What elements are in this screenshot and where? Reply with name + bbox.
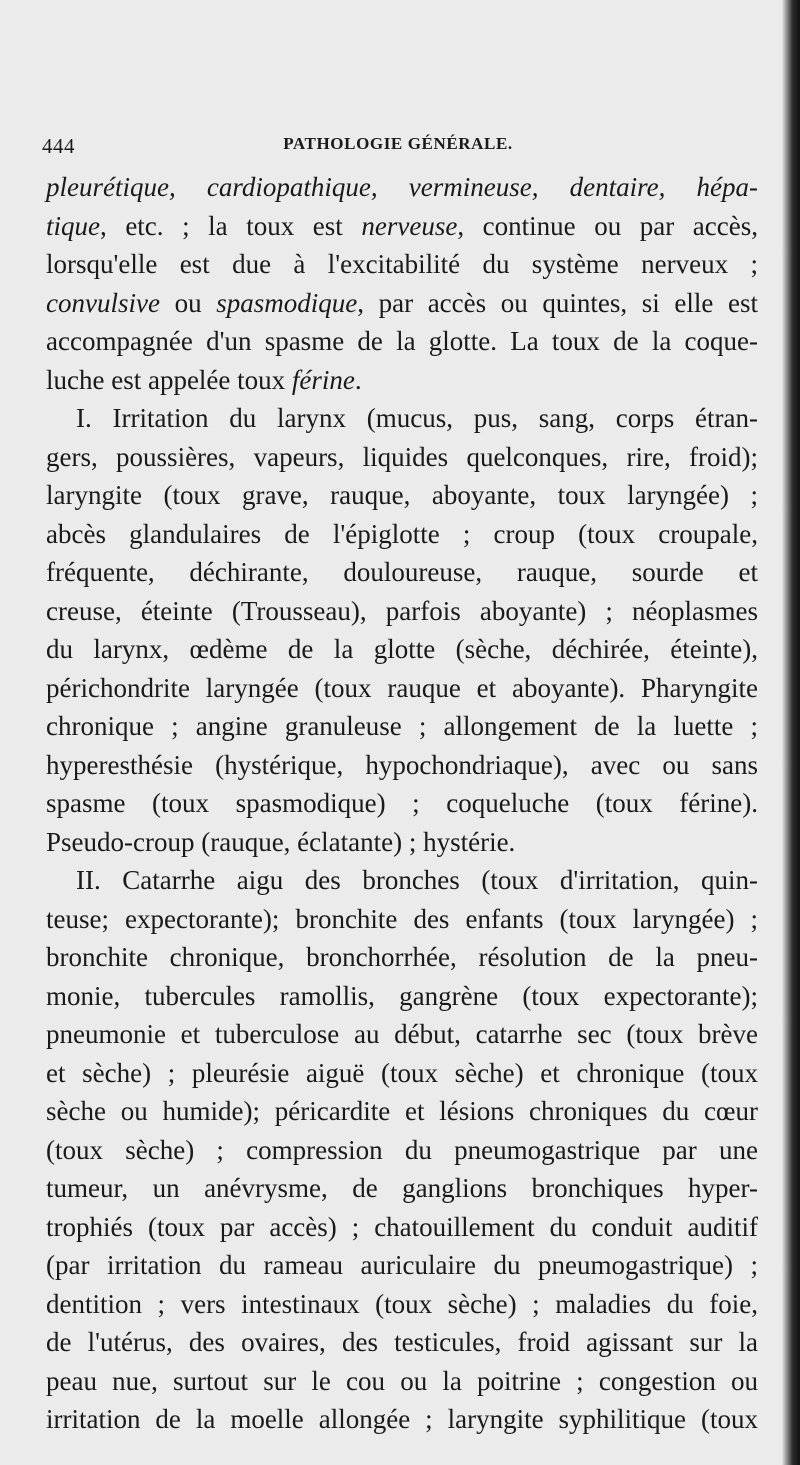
text-line: (toux sèche) ; compression du pneumogastrique par une: [46, 1134, 758, 1165]
text-line: de l'utérus, des ovaires, des testicules, froid agissant sur la: [46, 1327, 758, 1357]
page-number: 444: [42, 134, 75, 158]
text-line: irritation de la moelle allongée ; laryngite syphilitique (toux: [46, 1404, 758, 1434]
text-line: luche est appelée toux férine.: [46, 364, 362, 395]
text-line: trophiés (toux par accès) ; chatouillement du conduit auditif: [46, 1211, 758, 1242]
text-line: hyperesthésie (hystérique, hypochondriaque), avec ou sans: [46, 749, 758, 780]
text-line: Pseudo-croup (rauque, éclatante) ; hystérie.: [46, 826, 516, 857]
text-line: chronique ; angine granuleuse ; allongement de la luette ;: [46, 711, 758, 741]
text-line: (par irritation du rameau auriculaire du pneumogastrique) ;: [46, 1250, 758, 1280]
body-text: [46, 168, 758, 1439]
text-line: du larynx, œdème de la glotte (sèche, déchirée, éteinte),: [46, 634, 758, 664]
text-line: tique, etc. ; la toux est nerveuse, continue ou par accès,: [46, 210, 758, 241]
text-line: lorsqu'elle est due à l'excitabilité du système nerveux ;: [46, 249, 758, 279]
text-line: abcès glandulaires de l'épiglotte ; croup (toux croupale,: [46, 518, 758, 549]
running-title: PATHOLOGIE GÉNÉRALE.: [283, 134, 513, 153]
text-line: sèche ou humide); péricardite et lésions chroniques du cœur: [46, 1096, 758, 1126]
text-line: peau nue, surtout sur le cou ou la poitrine ; congestion ou: [46, 1365, 758, 1396]
text-line: teuse; expectorante); bronchite des enfants (toux laryngée) ;: [46, 903, 758, 934]
section-heading-line: I. Irritation du larynx (mucus, pus, sang, corps étran-: [76, 403, 758, 433]
text-line: convulsive ou spasmodique, par accès ou quintes, si elle est: [46, 287, 759, 318]
text-line: tumeur, un anévrysme, de ganglions bronchiques hyper-: [46, 1173, 758, 1203]
text-line: creuse, éteinte (Trousseau), parfois aboyante) ; néoplasmes: [46, 595, 758, 626]
text-line: laryngite (toux grave, rauque, aboyante, toux laryngée) ;: [46, 480, 758, 510]
text-line: monie, tubercules ramollis, gangrène (toux expectorante);: [46, 980, 758, 1011]
page-header: [42, 134, 754, 164]
text-line: pneumonie et tuberculose au début, catarrhe sec (toux brève: [46, 1019, 758, 1049]
text-line: périchondrite laryngée (toux rauque et aboyante). Pharyngite: [46, 672, 758, 703]
text-line: dentition ; vers intestinaux (toux sèche) ; maladies du foie,: [46, 1288, 758, 1319]
text-line: pleurétique, cardiopathique, vermineuse, dentaire, hépa-: [46, 172, 758, 202]
text-line: accompagnée d'un spasme de la glotte. La toux de la coque-: [46, 326, 758, 356]
text-line: fréquente, déchirante, douloureuse, rauque, sourde et: [46, 557, 758, 587]
text-line: et sèche) ; pleurésie aiguë (toux sèche) et chronique (toux: [46, 1057, 758, 1088]
section-heading-line: II. Catarrhe aigu des bronches (toux d'irritation, quin-: [76, 865, 758, 895]
text-line: gers, poussières, vapeurs, liquides quelconques, rire, froid);: [46, 441, 758, 472]
page-edge-shadow: [782, 0, 800, 1465]
text-line: spasme (toux spasmodique) ; coqueluche (toux férine).: [46, 788, 758, 818]
text-line: bronchite chronique, bronchorrhée, résolution de la pneu-: [46, 942, 758, 972]
